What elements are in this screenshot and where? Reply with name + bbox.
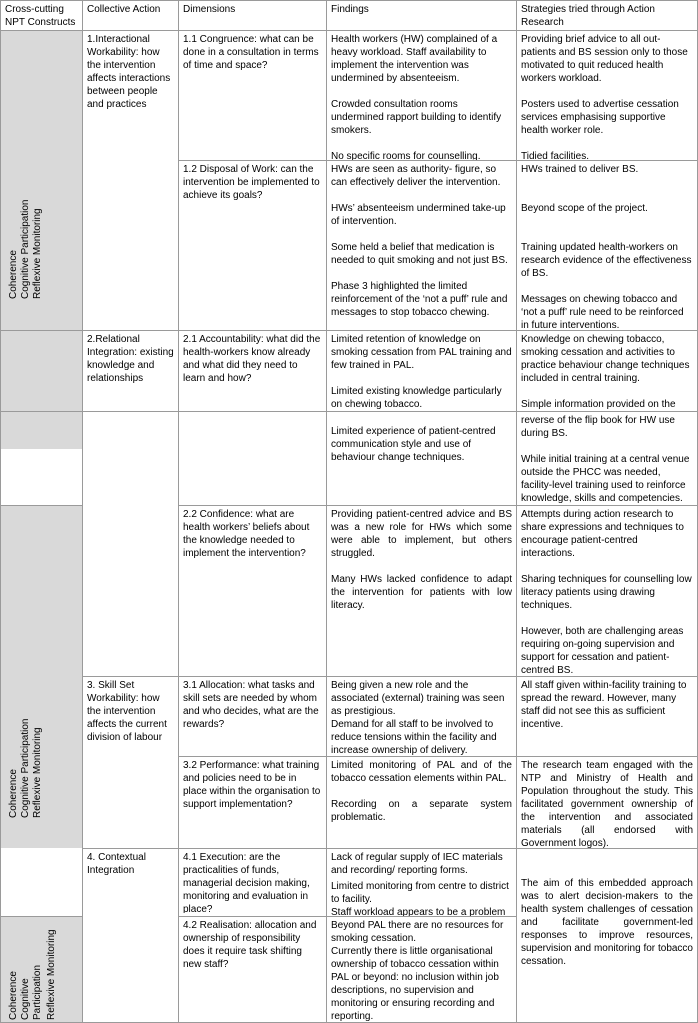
strategy-text: Providing brief advice to all out-patients and BS session only to those motivated to quit reduced health workers workload.	[521, 34, 688, 84]
construct-label-participation-3: Participation	[32, 964, 43, 1020]
collective-action-4: 4. Contextual Integration	[87, 852, 146, 876]
findings-2-1-continued	[327, 423, 516, 483]
strategies-2-1	[517, 331, 697, 411]
finding-text: Some held a belief that medication is needed to quit smoking and not just BS.	[331, 242, 508, 266]
strategies-1-1	[517, 31, 697, 160]
strategy-text: Training updated health-workers on research evidence of the effectiveness of BS.	[521, 242, 692, 279]
finding-text: No specific rooms for counselling.	[331, 151, 481, 160]
strategies-1-2	[517, 161, 697, 330]
header-findings: Findings	[331, 4, 369, 15]
finding-text: Staff workload appears to be a problem	[331, 907, 506, 916]
construct-label-reflexive-monitoring: Reflexive Monitoring	[32, 208, 43, 299]
strategy-text: Attempts during action research to share expressions and techniques to encourage patient-centred interactions.	[521, 509, 684, 559]
collective-action-2: 2.Relational Integration: existing knowledge and relationships	[87, 334, 174, 384]
strategies-4	[517, 875, 697, 985]
strategy-text: However, both are challenging areas requiring on-going supervision and support for cessation and patient-centred BS.	[521, 626, 684, 676]
finding-text: Health workers (HW) complained of a heavy workload. Staff availability to implement the intervention was undermined by absenteeism.	[331, 34, 498, 84]
findings-4-2	[327, 917, 516, 1022]
dimension-2-2: 2.2 Confidence: what are health workers’ beliefs about the knowledge needed to implement the intervention?	[183, 509, 310, 559]
strategy-text: Tidied facilities.	[521, 151, 589, 160]
dimension-3-1: 3.1 Allocation: what tasks and skill sets are needed by whom and who decides, what are the rewards?	[183, 680, 319, 730]
findings-4-1	[327, 849, 516, 877]
header-strategies: Strategies tried through Action Research	[521, 4, 655, 28]
header-dimensions: Dimensions	[183, 4, 236, 15]
strategies-3-2	[517, 757, 697, 848]
findings-3-2	[327, 757, 516, 848]
dimension-1-1: 1.1 Congruence: what can be done in a consultation in terms of time and space?	[183, 34, 319, 71]
strategy-text: HWs trained to deliver BS.	[521, 164, 639, 175]
strategy-text: While initial training at a central venue outside the PHCC was needed, facility-level training used to reinforce knowledge, skills and competencies.	[521, 454, 690, 504]
construct-label-reflexive-monitoring-3: Reflexive Monitoring	[46, 929, 57, 1020]
strategy-text: Posters used to advertise cessation services emphasising supportive health worker role.	[521, 99, 679, 136]
construct-label-reflexive-monitoring-2: Reflexive Monitoring	[32, 727, 43, 818]
findings-2-2	[327, 506, 516, 676]
collective-action-3: 3. Skill Set Workability: how the intervention affects the current division of labour	[87, 680, 167, 743]
dimension-1-2: 1.2 Disposal of Work: can the intervention be implemented to achieve its goals?	[183, 164, 320, 201]
strategy-text: The research team engaged with the NTP and Ministry of Health and Population throughout the study. This facilitated government ownership of the intervention and associated materials (all endorsed with Government logos).	[521, 760, 693, 848]
strategy-text: Sharing techniques for counselling low literacy patients using drawing techniques.	[521, 574, 692, 611]
findings-3-1	[327, 677, 516, 756]
findings-1-2	[327, 161, 516, 330]
finding-text: Limited monitoring from centre to district to facility.	[331, 881, 509, 905]
dimension-4-2: 4.2 Realisation: allocation and ownership of responsibility does it require task shifting new staff?	[183, 920, 317, 970]
strategy-text: reverse of the flip book for HW use during BS.	[521, 415, 675, 439]
dimension-4-1: 4.1 Execution: are the practicalities of funds, managerial decision making, monitoring and evaluation in place?	[183, 852, 310, 913]
finding-text: Being given a new role and the associated (external) training was seen as prestigious.	[331, 680, 505, 717]
strategy-text: Beyond scope of the project.	[521, 203, 648, 214]
header-collective-action: Collective Action	[87, 4, 161, 15]
finding-text: Limited experience of patient-centred communication style and use of behaviour change techniques.	[331, 426, 496, 463]
construct-label-coherence-3: Coherence	[8, 971, 19, 1020]
construct-label-cognitive-participation-2: Cognitive Participation	[20, 718, 31, 818]
construct-label-cognitive-3: Cognitive	[20, 978, 31, 1020]
finding-text: Limited existing knowledge particularly on chewing tobacco.	[331, 386, 502, 410]
construct-label-cognitive-participation: Cognitive Participation	[20, 199, 31, 299]
finding-text: Beyond PAL there are no resources for smoking cessation.	[331, 920, 504, 944]
strategy-text: All staff given within-facility training to spread the reward. However, many staff did not see this as sufficient incentive.	[521, 680, 687, 730]
finding-text: HWs are seen as authority- figure, so can effectively deliver the intervention.	[331, 164, 501, 188]
finding-text: Currently there is little organisational ownership of tobacco cessation within PAL or beyond: no inclusion within job descriptions, no supervision and monitoring or ensuring recording and reporting.	[331, 946, 499, 1022]
findings-1-1	[327, 31, 516, 160]
finding-text: Lack of regular supply of IEC materials and recording/ reporting forms.	[331, 852, 503, 876]
strategy-text: Simple information provided on the	[521, 399, 676, 410]
finding-text: Crowded consultation rooms undermined rapport building to identify smokers.	[331, 99, 502, 136]
finding-text: Many HWs lacked confidence to adapt the intervention for patients with low literacy.	[331, 574, 512, 611]
strategy-text: The aim of this embedded approach was to alert decision-makers to the health system challenges of cessation and facilitate government-led responses to improve resources, supervision and monitoring for tobacco cessation.	[521, 878, 693, 967]
finding-text: Demand for all staff to be involved to reduce tensions within the facility and increase ownership of delivery.	[331, 719, 497, 756]
strategy-text: Knowledge on chewing tobacco, smoking cessation and activities to practice behaviour change techniques included in central training.	[521, 334, 690, 384]
strategies-2-1-continued	[517, 412, 697, 505]
findings-4-1-continued	[327, 878, 516, 916]
finding-text: Phase 3 highlighted the limited reinforcement of the ‘not a puff’ rule and messages to stop tobacco chewing.	[331, 281, 508, 318]
construct-label-coherence: Coherence	[8, 250, 19, 299]
strategies-3-1	[517, 677, 697, 756]
construct-label-coherence-2: Coherence	[8, 769, 19, 818]
findings-2-1	[327, 331, 516, 411]
finding-text: Recording on a separate system problematic.	[331, 799, 512, 823]
header-constructs: Cross-cutting NPT Constructs	[5, 4, 76, 28]
dimension-3-2: 3.2 Performance: what training and policies need to be in place within the organisation to support implementation?	[183, 760, 321, 810]
finding-text: Limited retention of knowledge on smoking cessation from PAL training and few trained in PAL.	[331, 334, 512, 371]
collective-action-1: 1.Interactional Workability: how the intervention affects interactions between people and practices	[87, 34, 171, 110]
strategies-2-2	[517, 506, 697, 676]
finding-text: Limited monitoring of PAL and of the tobacco cessation elements within PAL.	[331, 760, 512, 784]
dimension-2-1: 2.1 Accountability: what did the health-workers know already and what did they need to learn and how?	[183, 334, 321, 384]
strategy-text: Messages on chewing tobacco and ‘not a puff’ rule need to be reinforced in future interventions.	[521, 294, 684, 330]
finding-text: HWs’ absenteeism undermined take-up of intervention.	[331, 203, 506, 227]
finding-text: Providing patient-centred advice and BS was a new role for HWs which some were able to implement, but others struggled.	[331, 509, 512, 559]
